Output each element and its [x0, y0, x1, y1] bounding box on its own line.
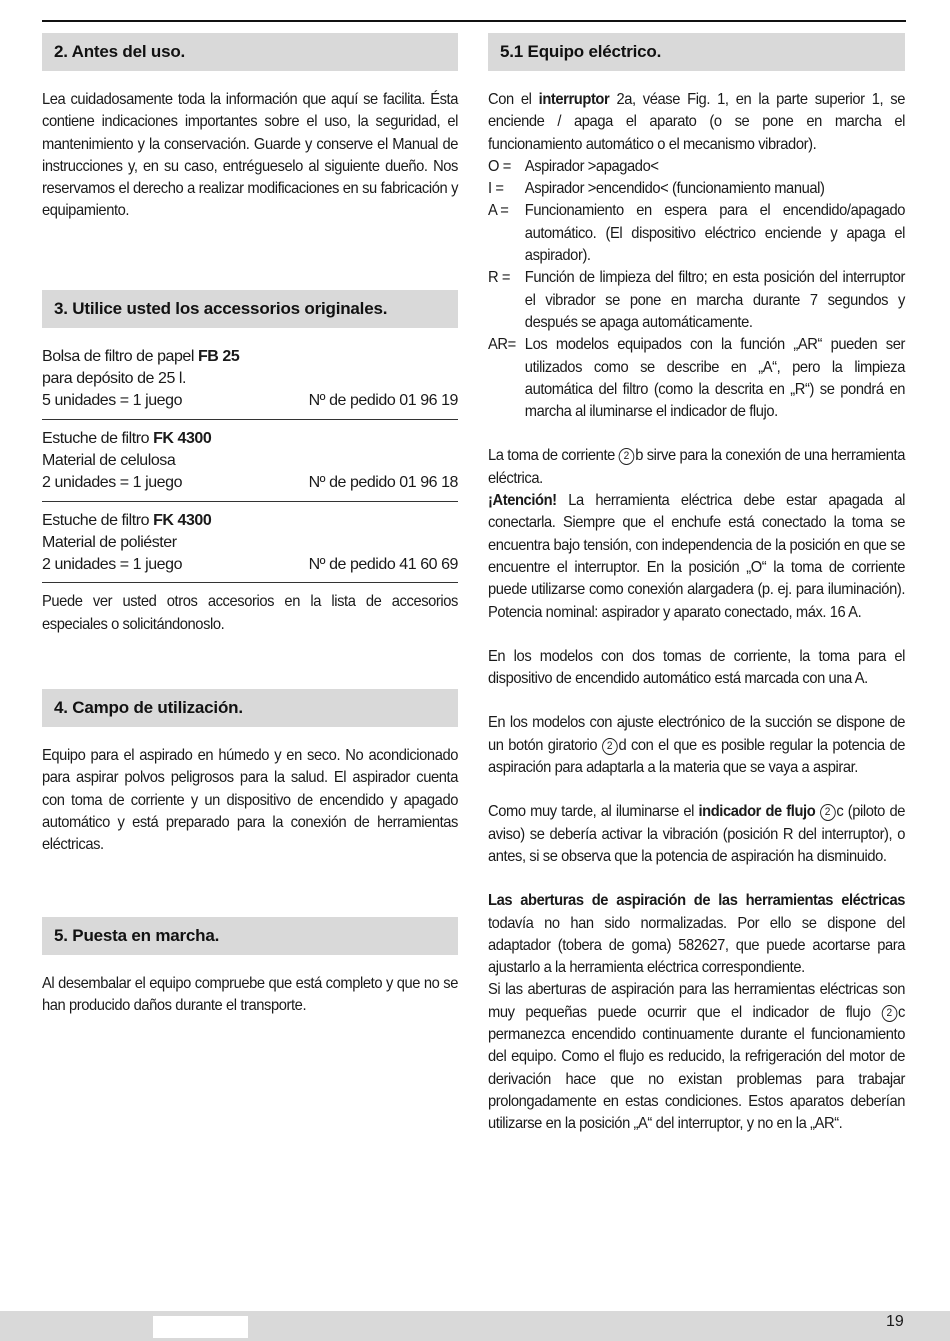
accessory-order-number: Nº de pedido 01 96 19 — [308, 392, 458, 410]
antes-del-uso-text: Lea cuidadosamente toda la información que aquí se facilita. Ésta contiene indicaciones importantes sobre el uso, la seguridad, el mantenimiento y la conservación. Guarde y conserve el Manual de instrucciones y, en su caso, entrégueselo al siguiente dueño. Nos reservamos el derecho a realizar modificaciones en su fabricación y equipamiento. — [42, 91, 459, 220]
footer-box — [153, 1316, 248, 1338]
accessory-order-number: Nº de pedido 01 96 18 — [308, 474, 458, 492]
divider — [42, 501, 458, 502]
accessory-item — [42, 428, 458, 502]
circled-number-icon: 2 — [820, 804, 836, 821]
accessory-description: Material de celulosa — [42, 451, 176, 469]
circled-number-icon: 2 — [602, 738, 618, 755]
accessory-item — [42, 346, 458, 420]
accessory-quantity: 5 unidades = 1 juego — [42, 392, 183, 410]
switch-position-item: O = Aspirador >apagado< — [488, 157, 659, 175]
switch-positions — [488, 156, 905, 424]
switch-position-item: I = Aspirador >encendido< (funcionamiento manual) — [488, 180, 825, 198]
attention-paragraph: ¡Atención! La herramienta eléctrica debe estar apagada al conectarla. Siempre que el enchufe está conectado la toma se encuentra bajo tensión, con independencia de la posición en que se encuentre el interruptor. En la posición „O“ la toma de corriente puede utilizarse como conexión alargadera (p. ej. para iluminación). Potencia nominal: aspirador y aparato conectado, máx. 16 A. — [488, 492, 906, 621]
accessories-note: Puede ver usted otros accesorios en la lista de accesorios especiales o solicitándonoslo. — [42, 593, 459, 633]
accessory-quantity: 2 unidades = 1 juego — [42, 474, 183, 492]
heading-accesorios: 3. Utilice usted los accessorios originales. — [42, 290, 458, 328]
attention-label: ¡Atención! — [488, 492, 557, 510]
circled-number-icon: 2 — [881, 1005, 897, 1022]
circled-number-icon: 2 — [619, 448, 635, 465]
tool-openings-paragraph: Las aberturas de aspiración de las herramientas eléctricas todavía no han sido normalizadas. Por ello se dispone del adaptador (tobera de goma) 582627, que puede acortarse para ajustarlo a la herramienta eléctrica correspondiente. — [488, 892, 906, 977]
switch-position-item: AR= Los modelos equipados con la función „AR“ pueden ser utilizados como se describe en „A“, pero la limpieza automática del filtro (como la descrita en „R“) se pondrá en marcha al iluminarse el indicador de flujo. — [488, 336, 906, 421]
flow-indicator-paragraph: Como muy tarde, al iluminarse el indicador de flujo 2 c (piloto de aviso) se debería activar la vibración (posición R del interruptor), o antes, si se observa que la potencia de aspiración ha disminuido. — [488, 803, 906, 865]
puesta-en-marcha-text: Al desembalar el equipo compruebe que está completo y que no se han producido daños durante el transporte. — [42, 974, 459, 1014]
campo-de-utilizacion-text: Equipo para el aspirado en húmedo y en seco. No acondicionado para aspirar polvos peligrosos para la salud. El aspirador cuenta con toma de corriente y un dispositivo de encendido y apagado automático y está preparado para la conexión de herramientas eléctricas. — [42, 747, 459, 854]
accessory-name: Estuche de filtro FK 4300 — [42, 511, 212, 529]
outlet-paragraph: La toma de corriente 2 b sirve para la conexión de una herramienta eléctrica. — [488, 447, 906, 487]
left-column — [42, 33, 458, 1017]
accessory-order-row — [42, 472, 458, 494]
accessory-description: para depósito de 25 l. — [42, 370, 186, 388]
heading-campo-de-utilizacion: 4. Campo de utilización. — [42, 689, 458, 727]
divider — [42, 582, 458, 583]
top-rule — [42, 20, 906, 22]
accessory-order-row — [42, 554, 458, 576]
right-column — [488, 33, 905, 1135]
accessory-quantity: 2 unidades = 1 juego — [42, 556, 183, 574]
heading-antes-del-uso: 2. Antes del uso. — [42, 33, 458, 71]
small-openings-paragraph: Si las aberturas de aspiración para las herramientas eléctricas son muy pequeñas puede ocurrir que el indicador de flujo 2 c permanezca encendido continuamente durante el funcionamiento del equipo. Como el flujo es reducido, la refrigeración del motor de derivación hace que no existan problemas para trabajar prolongadamente en estas condiciones. Estos aparatos deberían utilizarse en la posición „A“ del interruptor, y no en la „AR“. — [488, 981, 906, 1133]
suction-control-paragraph: En los modelos con ajuste electrónico de la succión se dispone de un botón giratorio 2 d con el que es posible regular la potencia de aspiración para adaptarla a la materia que se vaya a aspirar. — [488, 714, 906, 777]
switch-position-item: R = Función de limpieza del filtro; en esta posición del interruptor el vibrador se pone en marcha durante 7 segundos y después se apaga automáticamente. — [488, 269, 906, 331]
accessory-name: Estuche de filtro FK 4300 — [42, 429, 212, 447]
accessory-name: Bolsa de filtro de papel FB 25 — [42, 347, 240, 365]
switch-position-item: A = Funcionamiento en espera para el encendido/apagado automático. (El dispositivo eléctrico enciende y apaga el aspirador). — [488, 202, 906, 265]
heading-equipo-electrico: 5.1 Equipo eléctrico. — [488, 33, 905, 71]
accessory-description: Material de poliéster — [42, 533, 177, 551]
accessory-order-row — [42, 390, 458, 412]
footer-bar — [0, 1311, 950, 1341]
accessory-order-number: Nº de pedido 41 60 69 — [308, 556, 458, 574]
page-number: 19 — [886, 1313, 904, 1330]
divider — [42, 419, 458, 420]
two-outlets-paragraph: En los modelos con dos tomas de corriente, la toma para el dispositivo de encendido automático está marcada con una A. — [488, 647, 906, 688]
accessory-item — [42, 510, 458, 584]
switch-intro: Con el interruptor 2a, véase Fig. 1, en la parte superior 1, se enciende / apaga el aparato (o se pone en marcha el funcionamiento automático o el mecanismo vibrador). — [488, 91, 906, 153]
heading-puesta-en-marcha: 5. Puesta en marcha. — [42, 917, 458, 955]
